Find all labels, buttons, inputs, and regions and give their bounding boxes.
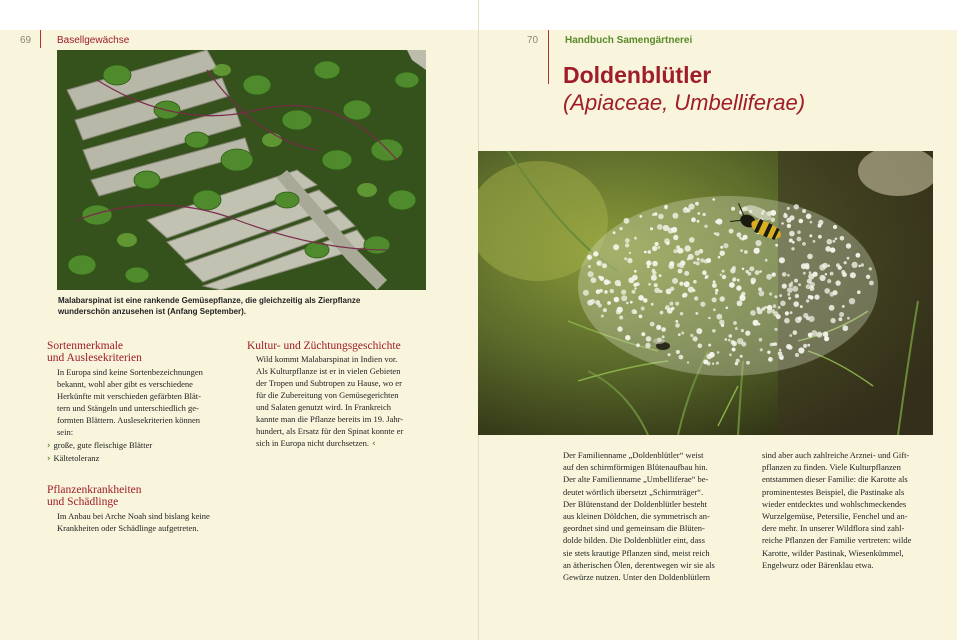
photo-caption: [58, 295, 438, 317]
body-line: geordnet sind und gemeinsam die Blüten-: [563, 523, 705, 534]
body-line: sind aber auch zahlreiche Arznei- und Gift-: [762, 450, 910, 460]
heading-line: Kultur- und Züchtungsgeschichte: [247, 340, 401, 352]
body-line: Gewürze nutzen. Unter den Doldenblütlern: [563, 572, 711, 583]
caption-line: Malabarspinat ist eine rankende Gemüsepflanze, die gleichzeitig als Zierpflanze: [58, 296, 361, 305]
body-line: Der Familienname „Doldenblütler“ weist: [563, 450, 704, 460]
body-line: Wurzelgemüse, Petersilie, Fenchel und an-: [762, 511, 908, 522]
body-line: Wild kommt Malabarspinat in Indien vor.: [256, 354, 398, 364]
text-column-1: [563, 449, 738, 583]
body-line: [256, 437, 431, 450]
chevron-left-icon: ‹: [372, 439, 376, 449]
body-line: formten Blättern. Auslesekriterien können: [57, 415, 201, 425]
body-line: reiche Pflanzen der Familie vertreten: wilde: [762, 535, 912, 546]
bullet-text: Kältetoleranz: [53, 453, 100, 463]
malabar-spinach-photo: [57, 50, 426, 290]
body-line: aus kleinen Döldchen, die symmetrisch an-: [563, 511, 710, 522]
body-line: sein:: [57, 427, 74, 437]
header-divider: [40, 30, 41, 48]
section-body-kulturgeschichte: [256, 353, 431, 450]
right-running-head: Handbuch Samengärtnerei: [565, 35, 693, 46]
left-header-band: [0, 0, 478, 30]
body-line: und Salaten genutzt wird. In Frankreich: [256, 402, 392, 412]
body-line: der Tropen und Subtropen zu Hause, wo er: [256, 378, 402, 388]
bullet-text: große, gute fleischige Blätter: [53, 440, 153, 450]
body-line: kannte man die Pflanze bereits im 19. Jahr-: [256, 414, 404, 424]
text-column-2: [762, 449, 937, 571]
body-line: Karotte, wilder Pastinak, Wiesenkümmel,: [762, 547, 904, 558]
chapter-title: Doldenblütler: [563, 62, 712, 88]
right-header-band: [479, 0, 957, 30]
section-heading-sortenmerkmale: [47, 340, 142, 364]
chevron-right-icon: ›: [47, 441, 51, 451]
body-line: In Europa sind keine Sortenbezeichnungen: [57, 367, 203, 377]
body-line: Engelwurz oder Bärenklau etwa.: [762, 559, 874, 570]
body-line: Als Kulturpflanze ist er in vielen Gebieten: [256, 366, 401, 376]
body-line: Der alte Familienname „Umbelliferae“ be-: [563, 474, 709, 485]
bullet-item: [47, 452, 227, 465]
malabar-spinach-illustration: [57, 50, 426, 290]
body-line: entstammen dieser Familie: die Karotte als: [762, 474, 908, 485]
section-heading-pflanzenkrankheiten: [47, 484, 142, 508]
bullet-list: [47, 439, 227, 465]
heading-line: und Schädlinge: [47, 496, 119, 508]
body-line: an ätherischen Ölen, derentwegen wir sie als: [563, 559, 715, 570]
body-line: deutet wörtlich übersetzt „Schirmträger“.: [563, 486, 704, 497]
body-line: sie stets krautige Pflanzen sind, meist reich: [563, 547, 710, 558]
section-heading-kulturgeschichte: [247, 340, 401, 352]
right-page-number: 70: [527, 35, 539, 46]
left-running-head: Basellgewächse: [57, 35, 130, 46]
body-line: wieder entdecktes und wohlschmeckendes: [762, 498, 907, 509]
heading-line: und Auslesekriterien: [47, 352, 142, 364]
body-line: Im Anbau bei Arche Noah sind bislang keine: [57, 511, 210, 521]
umbel-flower-photo: [478, 151, 933, 435]
section-body-sortenmerkmale: [57, 366, 227, 438]
caption-line: wunderschön anzusehen ist (Anfang September).: [58, 307, 247, 316]
body-line: Krankheiten oder Schädlinge aufgetreten.: [57, 523, 199, 533]
body-line: für die Zubereitung von Gemüsegerichten: [256, 390, 399, 400]
heading-line: Pflanzenkrankheiten: [47, 484, 142, 496]
body-line: prominentestes Beispiel, die Pastinake als: [762, 486, 905, 497]
body-line: dere mehr. In unserer Wildflora sind zahl-: [762, 523, 905, 534]
section-body-pflanzenkrankheiten: [57, 510, 237, 534]
body-line-text: sich in Europa nicht durchsetzen.: [256, 438, 370, 448]
body-line: tern und Stängeln und unterschiedlich ge-: [57, 403, 199, 413]
umbel-flower-illustration: [478, 151, 933, 435]
chevron-right-icon: ›: [47, 454, 51, 464]
chapter-subtitle: (Apiaceae, Umbelliferae): [563, 90, 806, 115]
title-divider: [548, 30, 549, 84]
body-line: hundert, als Ersatz für den Spinat konnte er: [256, 426, 404, 436]
body-line: dolde bilden. Die Doldenblütler eint, dass: [563, 535, 705, 546]
heading-line: Sortenmerkmale: [47, 340, 124, 352]
body-line: Der Blütenstand der Doldenblütler besteht: [563, 498, 707, 509]
body-line: auf den schirmförmigen Blütenaufbau hin.: [563, 462, 708, 473]
left-page-number: 69: [20, 35, 32, 46]
body-line: bekannt, wohl aber gibt es verschiedene: [57, 379, 193, 389]
bullet-item: [47, 439, 227, 452]
body-line: pflanzen zu finden. Viele Kulturpflanzen: [762, 462, 901, 473]
body-line: Herkünfte mit verschieden gefärbten Blät-: [57, 391, 201, 401]
